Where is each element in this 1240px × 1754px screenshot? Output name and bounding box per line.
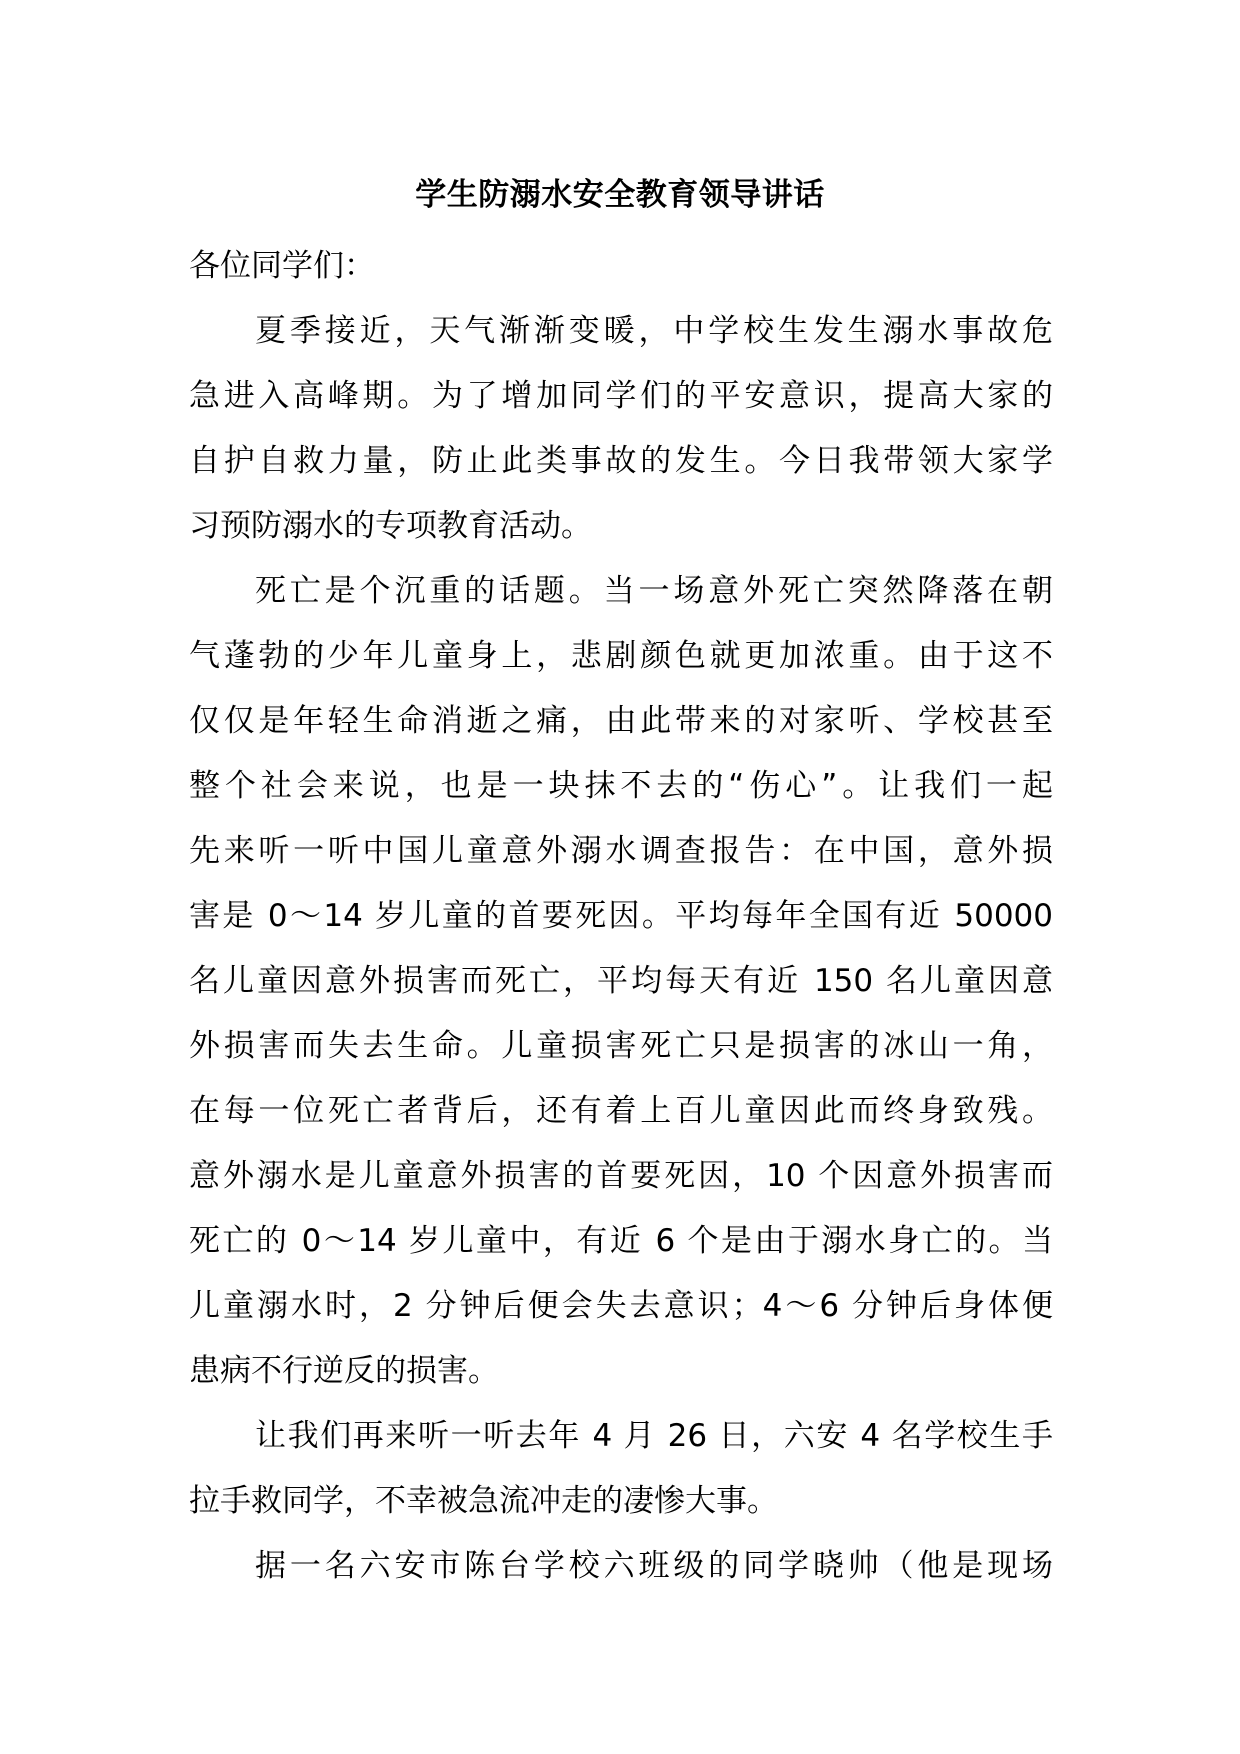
paragraph-2-line-7: 名儿童因意外损害而死亡，平均每天有近 150 名儿童因意 — [189, 963, 1053, 999]
paragraph-1-line-3: 自护自救力量，防止此类事故的发生。今日我带领大家学 — [189, 443, 1053, 479]
paragraph-2-line-11: 死亡的 0～14 岁儿童中，有近 6 个是由于溺水身亡的。当 — [189, 1223, 1053, 1259]
paragraph-2-line-12: 儿童溺水时，2 分钟后便会失去意识；4～6 分钟后身体便 — [189, 1288, 1053, 1324]
paragraph-1-line-2: 急进入高峰期。为了增加同学们的平安意识，提高大家的 — [189, 378, 1053, 414]
paragraph-4-line-1: 据一名六安市陈台学校六班级的同学晓帅（他是现场 — [255, 1548, 1053, 1584]
paragraph-2-line-13: 患病不行逆反的损害。 — [189, 1353, 499, 1389]
paragraph-2-line-1: 死亡是个沉重的话题。当一场意外死亡突然降落在朝 — [255, 573, 1053, 609]
paragraph-1-line-1: 夏季接近，天气渐渐变暖，中学校生发生溺水事故危 — [255, 313, 1053, 349]
paragraph-2-line-10: 意外溺水是儿童意外损害的首要死因，10 个因意外损害而 — [189, 1158, 1053, 1194]
salutation-line: 各位同学们： — [189, 248, 375, 284]
paragraph-2-line-6: 害是 0～14 岁儿童的首要死因。平均每年全国有近 50000 — [189, 898, 1053, 934]
paragraph-2-line-2: 气蓬勃的少年儿童身上，悲剧颜色就更加浓重。由于这不 — [189, 638, 1053, 674]
paragraph-2-line-9: 在每一位死亡者背后，还有着上百儿童因此而终身致残。 — [189, 1093, 1053, 1129]
paragraph-2-line-4: 整个社会来说，也是一块抹不去的“伤心”。让我们一起 — [189, 768, 1053, 804]
paragraph-2-line-8: 外损害而失去生命。儿童损害死亡只是损害的冰山一角， — [189, 1028, 1053, 1064]
document-body — [189, 234, 1053, 1599]
paragraph-2-line-3: 仅仅是年轻生命消逝之痛，由此带来的对家听、学校甚至 — [189, 703, 1053, 739]
paragraph-1-line-4: 习预防溺水的专项教育活动。 — [189, 508, 592, 544]
paragraph-3-line-2: 拉手救同学，不幸被急流冲走的凄惨大事。 — [189, 1483, 778, 1519]
paragraph-2-line-5: 先来听一听中国儿童意外溺水调查报告：在中国，意外损 — [189, 833, 1053, 869]
document-title: 学生防溺水安全教育领导讲话 — [415, 177, 825, 213]
paragraph-3-line-1: 让我们再来听一听去年 4 月 26 日，六安 4 名学校生手 — [255, 1418, 1053, 1454]
